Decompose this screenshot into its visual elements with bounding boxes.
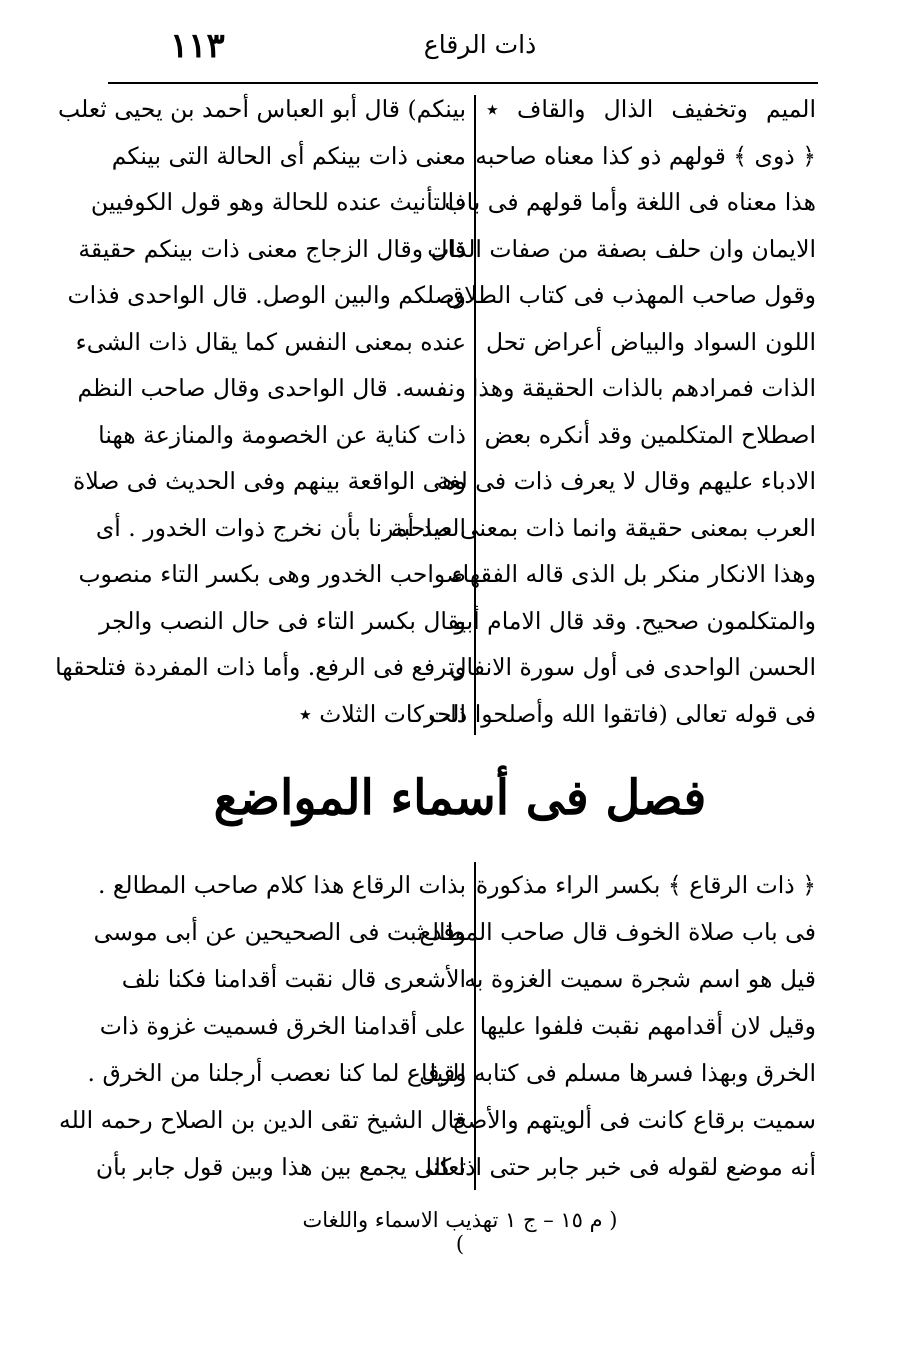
- text-line: سميت برقاع كانت فى ألويتهم والأصح: [452, 1106, 816, 1134]
- text-line: قال الشيخ تقى الدين بن الصلاح رحمه الله: [59, 1106, 466, 1134]
- text-line: الحركات الثلاث ٭: [299, 699, 466, 728]
- text-line: صواحب الخدور وهى بكسر التاء منصوب: [78, 560, 466, 588]
- text-line: معنى ذات بينكم أى الحالة التى بينكم: [111, 141, 466, 170]
- text-line: قيل هو اسم شجرة سميت الغزوة به: [464, 965, 816, 993]
- text-line: ﴿ ذات الرقاع ﴾ بكسر الراء مذكورة: [475, 871, 816, 899]
- text-line: الخرق وبهذا فسرها مسلم فى كتابه وقيل: [418, 1059, 816, 1087]
- text-line: وترفع فى الرفع. وأما ذات المفردة فتلحقها: [55, 653, 466, 681]
- text-line: قال وقال الزجاج معنى ذات بينكم حقيقة: [78, 234, 466, 263]
- text-line: أنه موضع لقوله فى خبر جابر حتى اذا كنا: [425, 1153, 816, 1181]
- page-footer: ( م ١٥ – ج ١ تهذيب الاسماء واللغات ): [302, 1208, 618, 1256]
- text-line: ونفسه. قال الواحدى وقال صاحب النظم: [77, 374, 466, 402]
- text-line: فالتأنيث عنده للحالة وهو قول الكوفيين: [90, 188, 466, 216]
- text-line: وهى الواقعة بينهم وفى الحديث فى صلاة: [73, 467, 466, 495]
- text-line: فى قوله تعالى (فاتقوا الله وأصلحوا ذات: [428, 699, 816, 728]
- text-line: بذات الرقاع هذا كلام صاحب المطالع .: [97, 871, 466, 899]
- text-line: وهذا الانكار منكر بل الذى قاله الفقهاء: [451, 560, 816, 588]
- top-left-column: [55, 86, 466, 737]
- text-line: الأشعرى قال نقبت أقدامنا فكنا نلف: [121, 965, 466, 993]
- running-title: ذات الرقاع: [423, 30, 537, 59]
- header-rule: [108, 82, 818, 84]
- text-line: عنده بمعنى النفس كما يقال ذات الشىء: [75, 327, 466, 356]
- text-line: والمتكلمون صحيح. وقد قال الامام أبو: [454, 606, 816, 635]
- top-right-column: [391, 86, 816, 737]
- text-line: اللون السواد والبياض أعراض تحل: [486, 327, 816, 356]
- text-line: وصلكم والبين الوصل. قال الواحدى فذات: [67, 281, 466, 309]
- text-line: على أقدامنا الخرق فسميت غزوة ذات: [99, 1012, 466, 1040]
- text-line: العيد أمرنا بأن نخرج ذوات الخدور . أى: [95, 513, 466, 542]
- text-line: الادباء عليهم وقال لا يعرف ذات فى لغة: [436, 467, 816, 495]
- text-line: هذا معناه فى اللغة وأما قولهم فى باب: [444, 188, 816, 216]
- text-line: وقيل لان أقدامهم نقبت فلفوا عليها: [479, 1012, 816, 1040]
- text-line: بينكم) قال أبو العباس أحمد بن يحيى ثعلب: [58, 95, 466, 123]
- text-line: ذات كناية عن الخصومة والمنازعة ههنا: [98, 420, 466, 449]
- text-line: وقد ثبت فى الصحيحين عن أبى موسى: [93, 918, 466, 946]
- text-line: الحسن الواحدى فى أول سورة الانفال: [449, 653, 816, 681]
- page-number: ١١٣: [170, 26, 225, 66]
- text-line: وقول صاحب المهذب فى كتاب الطلاق: [445, 281, 816, 309]
- text-line: الميم وتخفيف الذال والقاف ٭: [486, 95, 816, 123]
- text-line: اصطلاح المتكلمين وقد أنكره بعض: [484, 420, 816, 449]
- text-line: يقال بكسر التاء فى حال النصب والجر: [99, 606, 466, 635]
- section-heading: فصل فى أسماء المواضع: [213, 770, 707, 826]
- bottom-left-column: [59, 862, 466, 1191]
- text-line: الايمان وان حلف بصفة من صفات الذات: [427, 234, 816, 263]
- text-line: فى باب صلاة الخوف قال صاحب المطالع: [419, 918, 816, 946]
- text-line: العرب بمعنى حقيقة وانما ذات بمعنى صاحبة: [391, 513, 816, 542]
- text-line: ﴿ ذوى ﴾ قولهم ذو كذا معناه صاحبه: [475, 141, 816, 170]
- text-line: الذات فمرادهم بالذات الحقيقة وهذا: [471, 374, 816, 402]
- text-line: الرقاع لما كنا نعصب أرجلنا من الخرق .: [87, 1059, 466, 1087]
- text-line: تعالى يجمع بين هذا وبين قول جابر بأن: [95, 1153, 466, 1181]
- bottom-right-column: [418, 862, 816, 1191]
